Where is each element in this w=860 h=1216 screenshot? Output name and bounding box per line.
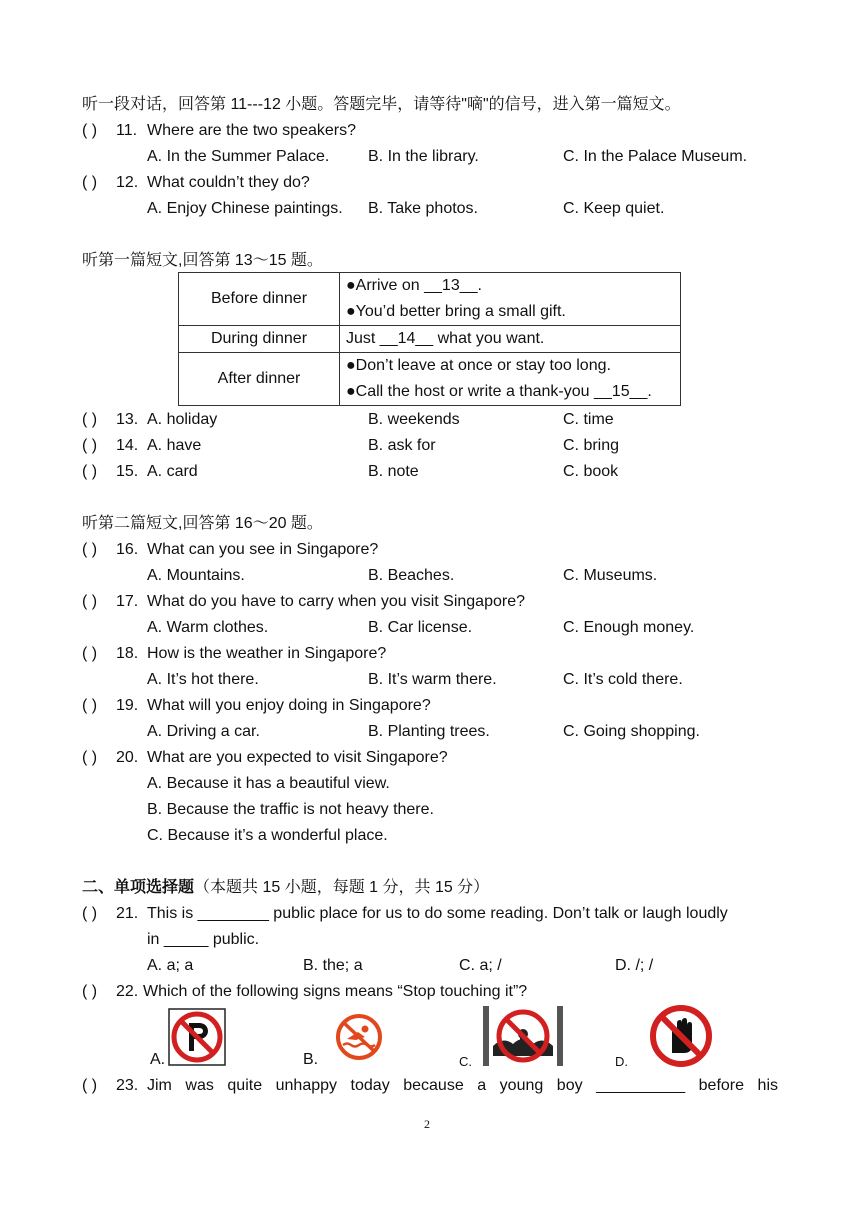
question-stem-cont: in _____ public. — [147, 931, 260, 948]
answer-paren[interactable]: ( ) — [82, 463, 98, 480]
question-number: 16. — [116, 541, 139, 558]
option-c: C. book — [563, 463, 619, 480]
option-b: B. In the library. — [368, 148, 479, 165]
part-heading — [82, 878, 489, 898]
answer-paren[interactable]: ( ) — [82, 697, 98, 714]
option-a: A. In the Summer Palace. — [147, 148, 330, 165]
table-line: ●You’d better bring a small gift. — [346, 303, 566, 320]
option-a: A. have — [147, 437, 202, 454]
option-c: C. — [459, 1054, 472, 1069]
option-a: A. Because it has a beautiful view. — [147, 775, 390, 792]
option-b: B. note — [368, 463, 419, 480]
no-parking-sign-icon[interactable] — [168, 1008, 226, 1066]
question-number: 11. — [116, 122, 138, 139]
table-row — [179, 273, 681, 326]
question-number: 15. — [116, 463, 139, 480]
option-c: C. Enough money. — [563, 619, 695, 636]
option-a: A. It’s hot there. — [147, 671, 259, 688]
option-c: C. time — [563, 411, 614, 428]
no-touching-sign-icon[interactable] — [650, 1005, 712, 1067]
option-c: C. Because it’s a wonderful place. — [147, 827, 388, 844]
option-a: A. — [150, 1051, 166, 1068]
option-a: A. Driving a car. — [147, 723, 260, 740]
table-row — [179, 353, 681, 406]
option-b: B. — [303, 1051, 319, 1068]
question-number: 18. — [116, 645, 139, 662]
option-a: A. a; a — [147, 957, 194, 974]
table-value — [340, 353, 681, 406]
option-d: D. /; / — [615, 957, 654, 974]
option-b: B. It’s warm there. — [368, 671, 497, 688]
answer-paren[interactable]: ( ) — [82, 437, 98, 454]
option-a: A. card — [147, 463, 198, 480]
answer-paren[interactable]: ( ) — [82, 983, 98, 1000]
option-c: C. Keep quiet. — [563, 200, 665, 217]
question-number: 22. — [116, 983, 139, 1000]
option-b: B. Car license. — [368, 619, 473, 636]
answer-paren[interactable]: ( ) — [82, 593, 98, 610]
table-key: Before dinner — [179, 273, 340, 326]
question-stem: Jim was quite unhappy today because a young boy __________ before his — [147, 1077, 778, 1094]
question-number: 23. — [116, 1077, 139, 1094]
question-number: 13. — [116, 411, 139, 428]
question-stem: What couldn’t they do? — [147, 174, 310, 191]
option-c: C. In the Palace Museum. — [563, 148, 748, 165]
option-a: A. Mountains. — [147, 567, 245, 584]
option-c: C. a; / — [459, 957, 502, 974]
answer-paren[interactable]: ( ) — [82, 1077, 98, 1094]
question-number: 19. — [116, 697, 139, 714]
section-intro-11-12: 听一段对话，回答第 11---12 小题。答题完毕，请等待"嘀"的信号，进入第一篇短文。 — [82, 96, 681, 113]
question-number: 21. — [116, 905, 139, 922]
answer-paren[interactable]: ( ) — [82, 749, 98, 766]
table-key: During dinner — [179, 326, 340, 353]
section-intro-16-20: 听第二篇短文,回答第 16～20 题。 — [82, 515, 323, 532]
question-number: 14. — [116, 437, 139, 454]
question-stem: What can you see in Singapore? — [147, 541, 379, 558]
question-stem: Where are the two speakers? — [147, 122, 356, 139]
option-a: A. Warm clothes. — [147, 619, 269, 636]
no-boating-sign-icon[interactable] — [483, 1006, 563, 1066]
answer-paren[interactable]: ( ) — [82, 541, 98, 558]
table-value — [340, 273, 681, 326]
option-b: B. Take photos. — [368, 200, 478, 217]
option-b: B. Because the traffic is not heavy there. — [147, 801, 434, 818]
option-d: D. — [615, 1054, 628, 1069]
question-number: 17. — [116, 593, 139, 610]
answer-paren[interactable]: ( ) — [82, 411, 98, 428]
question-number: 20. — [116, 749, 139, 766]
option-b: B. Beaches. — [368, 567, 455, 584]
question-number: 12. — [116, 174, 139, 191]
table-value: Just __14__ what you want. — [340, 326, 681, 353]
table-row — [179, 326, 681, 353]
table-line: ●Arrive on __13__. — [346, 277, 482, 294]
table-key: After dinner — [179, 353, 340, 406]
question-stem: How is the weather in Singapore? — [147, 645, 387, 662]
option-b: B. ask for — [368, 437, 436, 454]
part-title: 二、单项选择题 — [82, 879, 195, 896]
answer-paren[interactable]: ( ) — [82, 174, 98, 191]
question-stem: Which of the following signs means “Stop touching it”? — [143, 983, 528, 1000]
question-stem: This is ________ public place for us to do some reading. Don’t talk or laugh loudly — [147, 905, 728, 922]
option-c: C. It’s cold there. — [563, 671, 683, 688]
option-b: B. weekends — [368, 411, 460, 428]
question-stem: What are you expected to visit Singapore? — [147, 749, 448, 766]
page-number: 2 — [424, 1117, 430, 1131]
option-b: B. the; a — [303, 957, 363, 974]
option-c: C. Going shopping. — [563, 723, 700, 740]
dinner-etiquette-table — [178, 272, 681, 406]
option-a: A. holiday — [147, 411, 218, 428]
part-note: （本题共 15 小题，每题 1 分，共 15 分） — [194, 879, 490, 896]
table-line: ●Don’t leave at once or stay too long. — [346, 357, 611, 374]
question-stem: What will you enjoy doing in Singapore? — [147, 697, 431, 714]
option-a: A. Enjoy Chinese paintings. — [147, 200, 343, 217]
question-stem: What do you have to carry when you visit Singapore? — [147, 593, 525, 610]
option-c: C. Museums. — [563, 567, 658, 584]
section-intro-13-15: 听第一篇短文,回答第 13～15 题。 — [82, 252, 323, 269]
answer-paren[interactable]: ( ) — [82, 645, 98, 662]
option-b: B. Planting trees. — [368, 723, 490, 740]
answer-paren[interactable]: ( ) — [82, 122, 98, 139]
option-c: C. bring — [563, 437, 620, 454]
answer-paren[interactable]: ( ) — [82, 905, 98, 922]
no-swimming-sign-icon[interactable] — [334, 1013, 384, 1061]
table-line: ●Call the host or write a thank-you __15__. — [346, 383, 652, 400]
